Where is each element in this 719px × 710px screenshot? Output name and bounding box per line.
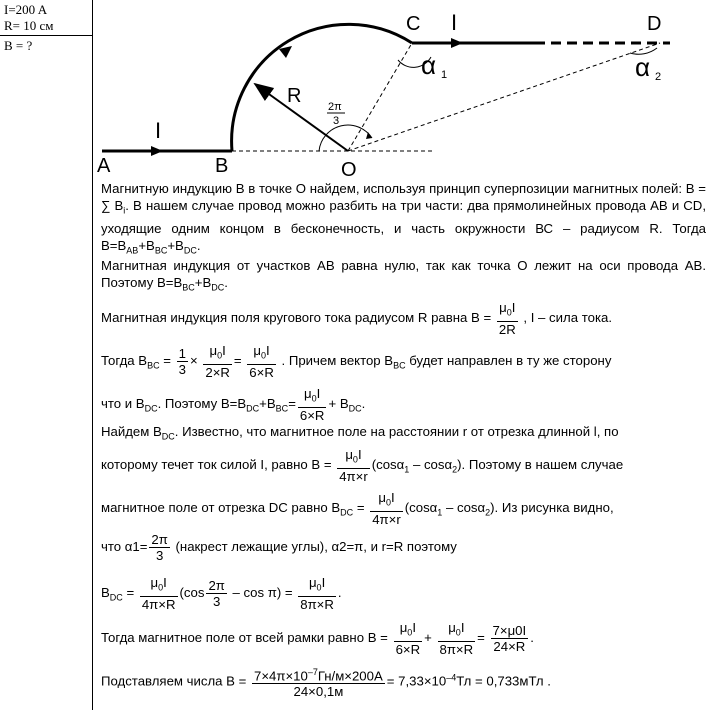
label-i-left: I (155, 118, 162, 143)
label-b: B (215, 155, 229, 177)
paragraph-8: магнитное поле от отрезка DC равно $B_{DC}$ = $\frac{\mu_0I}{4\pi\times r}$ (cosα$_1$ – cosα$_2$). Из рисунка видно, (101, 490, 614, 527)
paragraph-5: что и $В_{DC}$. Поэтому $В=В_{DC}+В_{BC}=$ $\frac{\mu_0I}{6\times R}$ + $B_{DC}$. (101, 386, 366, 423)
angle-arc-o (319, 125, 372, 151)
label-c: C (406, 13, 421, 35)
label-alpha1-sub: 1 (441, 69, 448, 81)
label-alpha1: α (421, 50, 437, 80)
paragraph-4: Тогда $B_{BC}$ = $\frac{1}{3}$ × $\frac{\mu_0I}{2\times R}$ = $\frac{\mu_0I}{6\times R}$ . Причем вектор $В_{BC}$ будет направлен в ту же сторону (101, 343, 612, 380)
dashed-oc (348, 43, 412, 151)
label-alpha2-sub: 2 (655, 71, 662, 83)
current-arrow-arc (279, 46, 292, 58)
paragraph-7: которому течет ток силой I, равно B = $\frac{\mu_0I}{4\pi\times r}$ (cosα$_1$ – cosα$_2$). Поэтому в нашем случае (101, 447, 624, 484)
given-radius: R= 10 см (4, 18, 54, 33)
dashed-od (348, 43, 660, 151)
label-alpha2: α (635, 52, 651, 82)
paragraph-6: Найдем $В_{DC}$. Известно, что магнитное поле на расстоянии r от отрезка длинной l, по (101, 424, 619, 442)
given-current: I=200 A (4, 2, 48, 17)
paragraph-12: Подставляем числа B = $\frac{7\times 4\pi\times 10^{-7}Гн/м\times 200A}{24\times 0,1м}$ = $7,33\times 10^{-4}Тл = 0,733мТл$ . (101, 667, 551, 700)
label-angle-den: 3 (333, 115, 340, 127)
label-a: A (97, 155, 111, 177)
label-r: R (287, 85, 302, 107)
current-arrow-ab (151, 146, 163, 156)
paragraph-2: Магнитная индукция от участков АВ равна нулю, так как точка О лежит на оси провода АВ. Поэтому $В=В_{BC}+В_{DC}$. (101, 258, 706, 293)
label-angle-num: 2π (328, 101, 342, 113)
label-i-top: I (451, 10, 458, 35)
label-d: D (647, 13, 662, 35)
current-arrow-cd (451, 38, 463, 48)
given-separator (0, 35, 92, 36)
given-find: B = ? (4, 38, 33, 53)
paragraph-10: $B_{DC}$ = $\frac{\mu_0I}{4\pi\times R}$ (cos $\frac{2\pi}{3}$ – cos π) = $\frac{\mu_0I}{8\pi\times R}$ . (101, 575, 342, 612)
paragraph-9: что α1= $\frac{2\pi}{3}$ (накрест лежащие углы), α2=π, и r=R поэтому (101, 532, 457, 563)
paragraph-11: Тогда магнитное поле от всей рамки равно B = $\frac{\mu_0I}{6\times R}$ + $\frac{\mu_0I}{8\pi\times R}$ = $\frac{7\times\mu 0I}{24\times R}$ . (101, 620, 534, 657)
paragraph-1: Магнитную индукцию В в точке О найдем, используя принцип суперпозиции магнитных полей: B = ∑ $B_i$. В нашем случае провод можно разбить на три части: два прямолинейных провода АВ и CD, уходящие одним концом в бесконечность, и часть окружности ВС – радиусом R. Тогда $В=В_{AB}+В_{BC}+В_{DC}$. (101, 181, 706, 256)
circuit-figure (95, 0, 695, 180)
label-o: O (341, 159, 357, 180)
given-vertical-rule (92, 0, 93, 710)
paragraph-3: Магнитная индукция поля кругового тока радиусом R равна B = $\frac{\mu_0I}{2R}$ , I – сила тока. (101, 300, 612, 337)
